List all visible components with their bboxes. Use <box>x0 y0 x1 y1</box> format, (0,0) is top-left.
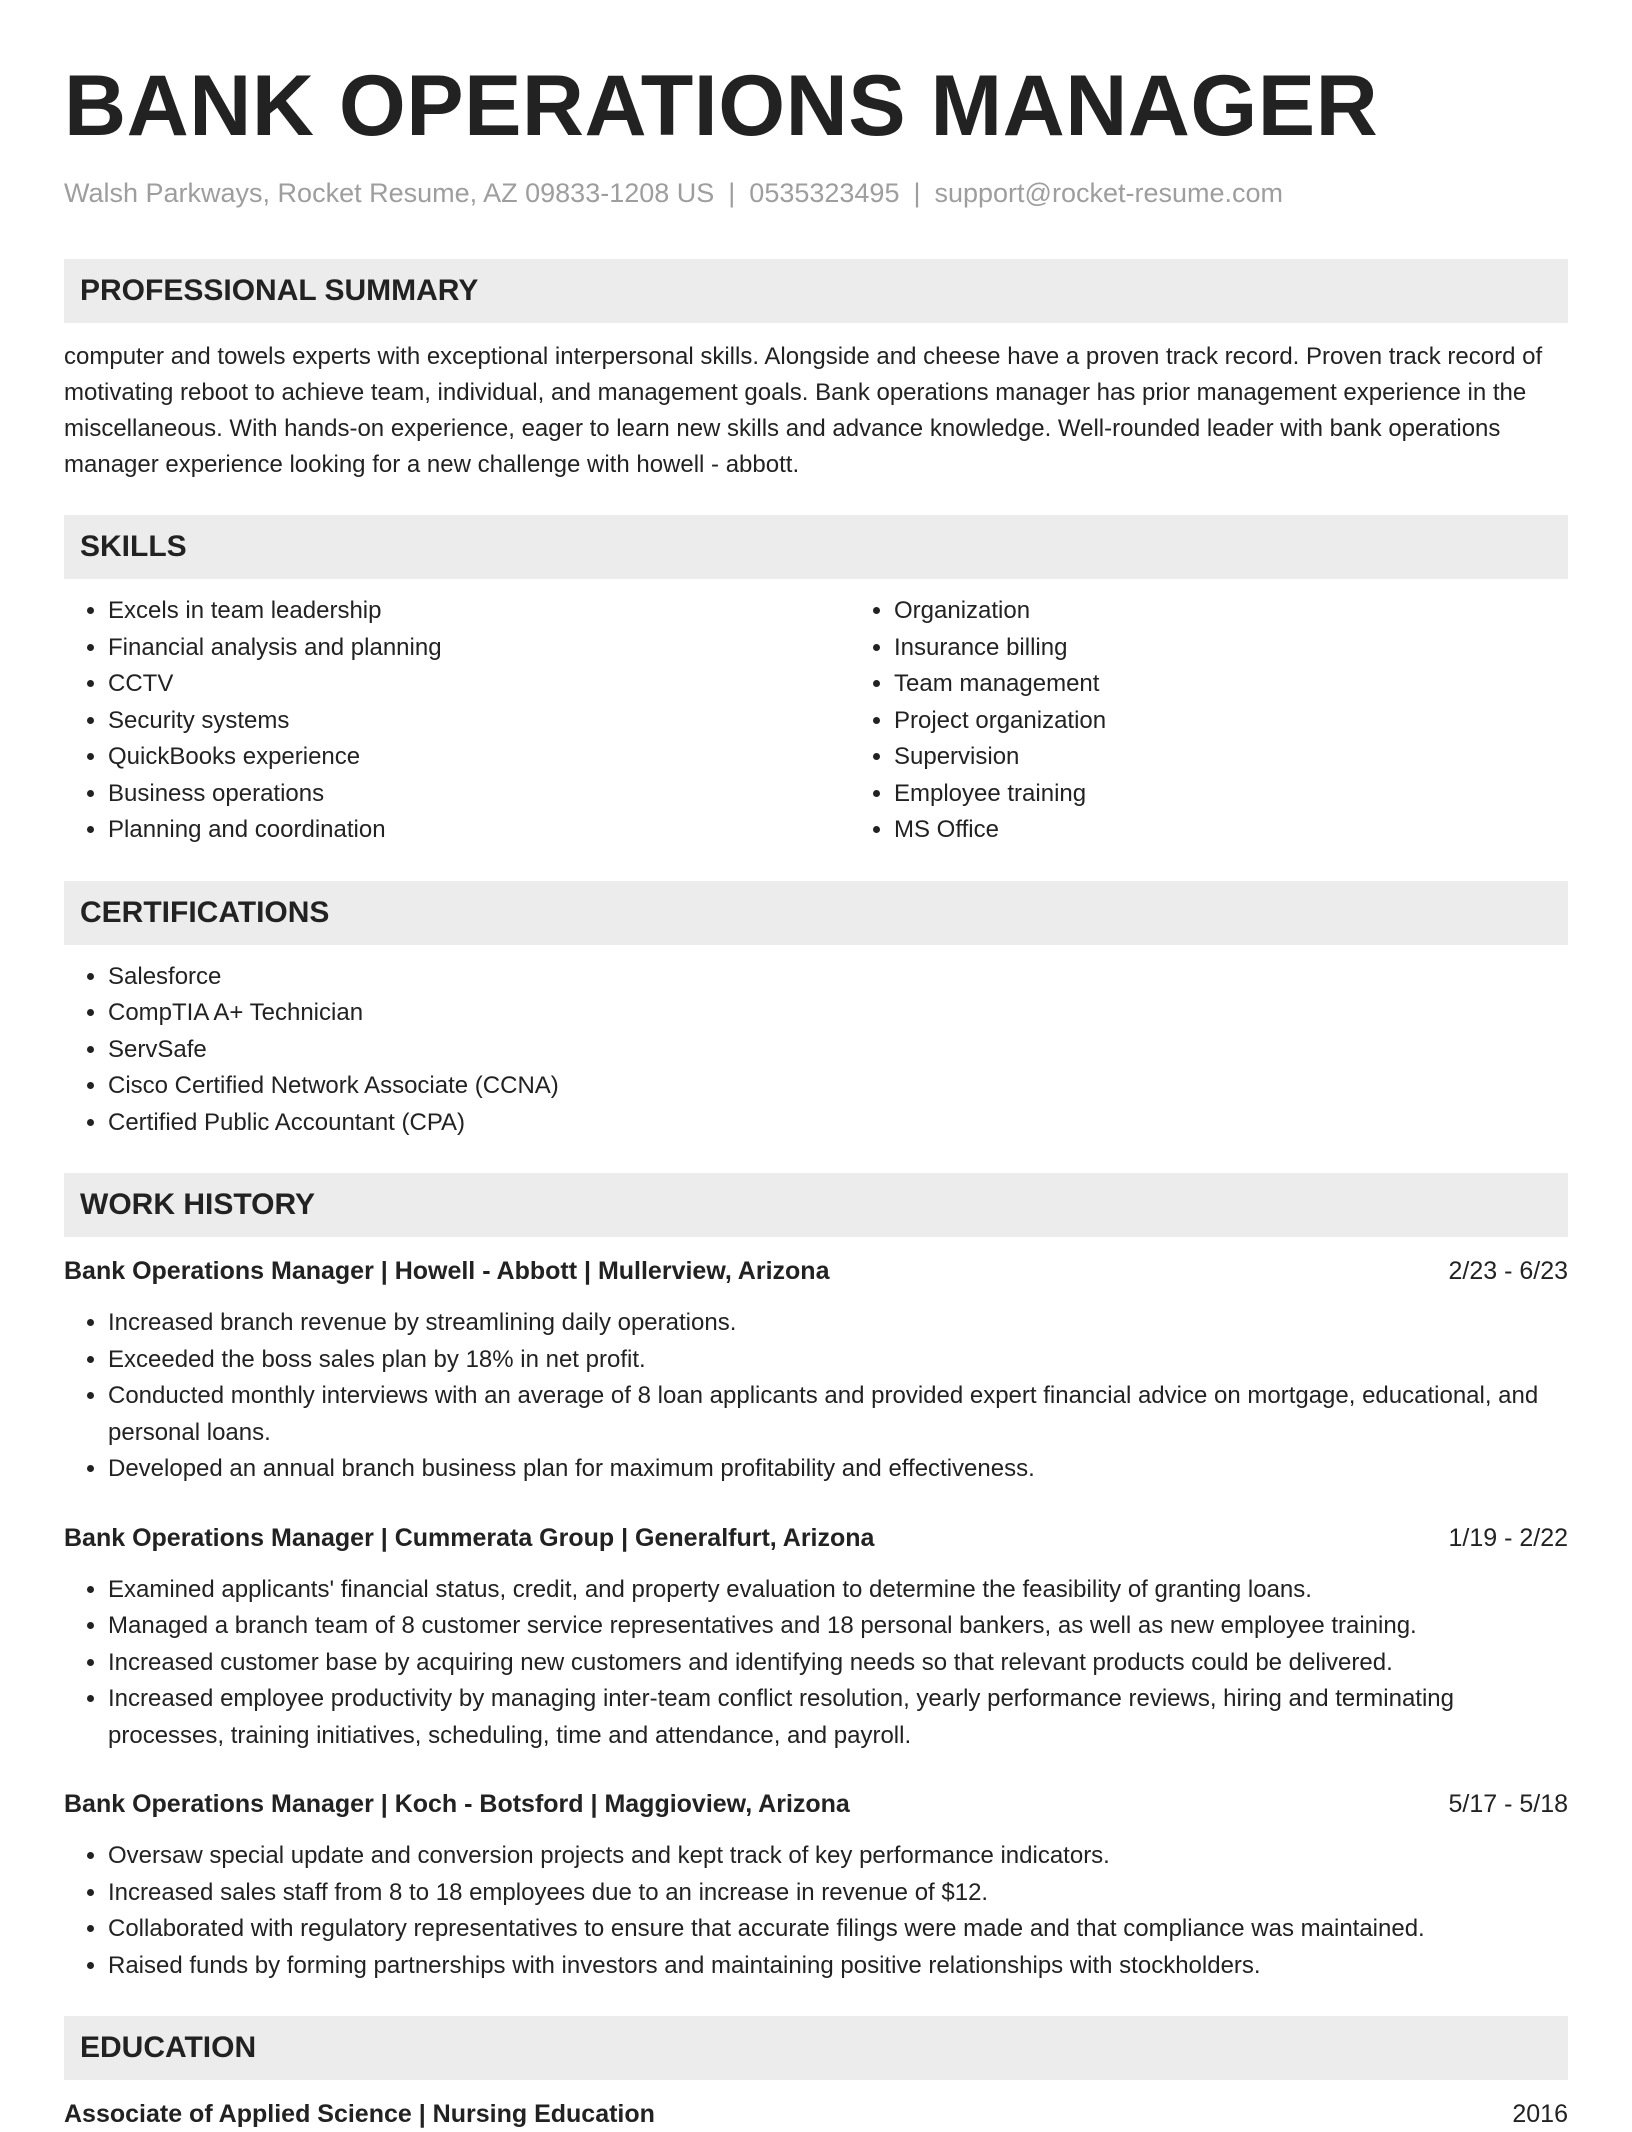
job-header <box>64 1253 1568 1289</box>
summary-text: computer and towels experts with exceptional interpersonal skills. Alongside and cheese have a proven track record. Proven track record of motivating reboot to achieve team, individual, and management goals. Bank operations manager has prior management experience in the miscellaneous. With hands-on experience, eager to learn new skills and advance knowledge. Well-rounded leader with bank operations manager experience looking for a new challenge with howell - abbott. <box>64 343 1543 478</box>
list-item: • Examined applicants' financial status, credit, and property evaluation to determine the feasibility of granting loans. <box>108 1572 1568 1609</box>
list-item: • CompTIA A+ Technician <box>108 995 1568 1032</box>
list-item: • Employee training <box>894 776 1568 813</box>
list-item: • ServSafe <box>108 1032 1568 1069</box>
list-item: • Collaborated with regulatory representatives to ensure that accurate filings were made and that compliance was maintained. <box>108 1911 1568 1948</box>
job-title: Bank Operations Manager | Koch - Botsford | Maggioview, Arizona <box>64 1790 850 1818</box>
section-heading-education: EDUCATION <box>64 2016 1568 2080</box>
list-item: • Project organization <box>894 703 1568 740</box>
resume-title: BANK OPERATIONS MANAGER <box>64 58 1379 154</box>
list-item: • Certified Public Accountant (CPA) <box>108 1105 1568 1142</box>
list-item: • Team management <box>894 666 1568 703</box>
section-heading-work-history: WORK HISTORY <box>64 1173 1568 1237</box>
contact-email[interactable]: support@rocket-resume.com <box>934 178 1284 208</box>
job-dates: 1/19 - 2/22 <box>1448 1523 1568 1552</box>
list-item: • Oversaw special update and conversion projects and kept track of key performance indicators. <box>108 1838 1568 1875</box>
section-heading-skills: SKILLS <box>64 515 1568 579</box>
skills-list-right <box>850 593 1568 849</box>
contact-phone: 0535323495 <box>749 178 900 208</box>
contact-line <box>64 178 1568 209</box>
contact-separator: | <box>728 178 736 208</box>
section-heading-summary: PROFESSIONAL SUMMARY <box>64 259 1568 323</box>
list-item: • Organization <box>894 593 1568 630</box>
list-item: • QuickBooks experience <box>108 739 850 776</box>
section-heading-certifications: CERTIFICATIONS <box>64 881 1568 945</box>
list-item: • CCTV <box>108 666 850 703</box>
job-title: Bank Operations Manager | Cummerata Group | Generalfurt, Arizona <box>64 1523 875 1552</box>
skills-columns <box>64 593 1568 849</box>
list-item: • Raised funds by forming partnerships with investors and maintaining positive relationships with stockholders. <box>108 1948 1568 1985</box>
skills-list-left <box>64 593 850 849</box>
contact-separator: | <box>913 178 921 208</box>
education-title: Associate of Applied Science | Nursing Education <box>64 2100 655 2128</box>
list-item: • Managed a branch team of 8 customer service representatives and 18 personal bankers, as well as new employee training. <box>108 1608 1568 1645</box>
job-header <box>64 1520 1568 1556</box>
job-entry <box>64 1520 1568 1755</box>
job-title: Bank Operations Manager | Howell - Abbott | Mullerview, Arizona <box>64 1257 830 1285</box>
job-entry <box>64 1253 1568 1488</box>
list-item: • Increased customer base by acquiring new customers and identifying needs so that relevant products could be delivered. <box>108 1645 1568 1682</box>
list-item: • Business operations <box>108 776 850 813</box>
list-item: • Increased sales staff from 8 to 18 employees due to an increase in revenue of $12. <box>108 1875 1568 1912</box>
education-year: 2016 <box>1512 2100 1568 2128</box>
job-bullets <box>64 1305 1568 1488</box>
job-header <box>64 1786 1568 1822</box>
list-item: • Increased employee productivity by managing inter-team conflict resolution, yearly performance reviews, hiring and terminating processes, training initiatives, scheduling, time and attendance, and payroll. <box>108 1681 1568 1754</box>
contact-address: Walsh Parkways, Rocket Resume, AZ 09833-1208 US <box>64 178 715 208</box>
job-dates: 2/23 - 6/23 <box>1448 1257 1568 1285</box>
list-item: • Financial analysis and planning <box>108 630 850 667</box>
list-item: • Security systems <box>108 703 850 740</box>
list-item: • Salesforce <box>108 959 1568 996</box>
list-item: • MS Office <box>894 812 1568 849</box>
list-item: • Increased branch revenue by streamlining daily operations. <box>108 1305 1568 1342</box>
list-item: • Supervision <box>894 739 1568 776</box>
list-item: • Insurance billing <box>894 630 1568 667</box>
job-bullets <box>64 1572 1568 1755</box>
list-item: • Conducted monthly interviews with an average of 8 loan applicants and provided expert financial advice on mortgage, educational, and personal loans. <box>108 1378 1568 1451</box>
list-item: • Excels in team leadership <box>108 593 850 630</box>
list-item: • Cisco Certified Network Associate (CCNA) <box>108 1068 1568 1105</box>
certifications-list <box>64 959 1568 1142</box>
list-item: • Planning and coordination <box>108 812 850 849</box>
list-item: • Exceeded the boss sales plan by 18% in net profit. <box>108 1342 1568 1379</box>
job-entry <box>64 1786 1568 1984</box>
education-entry <box>64 2096 1568 2132</box>
list-item: • Developed an annual branch business plan for maximum profitability and effectiveness. <box>108 1451 1568 1488</box>
job-dates: 5/17 - 5/18 <box>1448 1790 1568 1818</box>
job-bullets <box>64 1838 1568 1984</box>
